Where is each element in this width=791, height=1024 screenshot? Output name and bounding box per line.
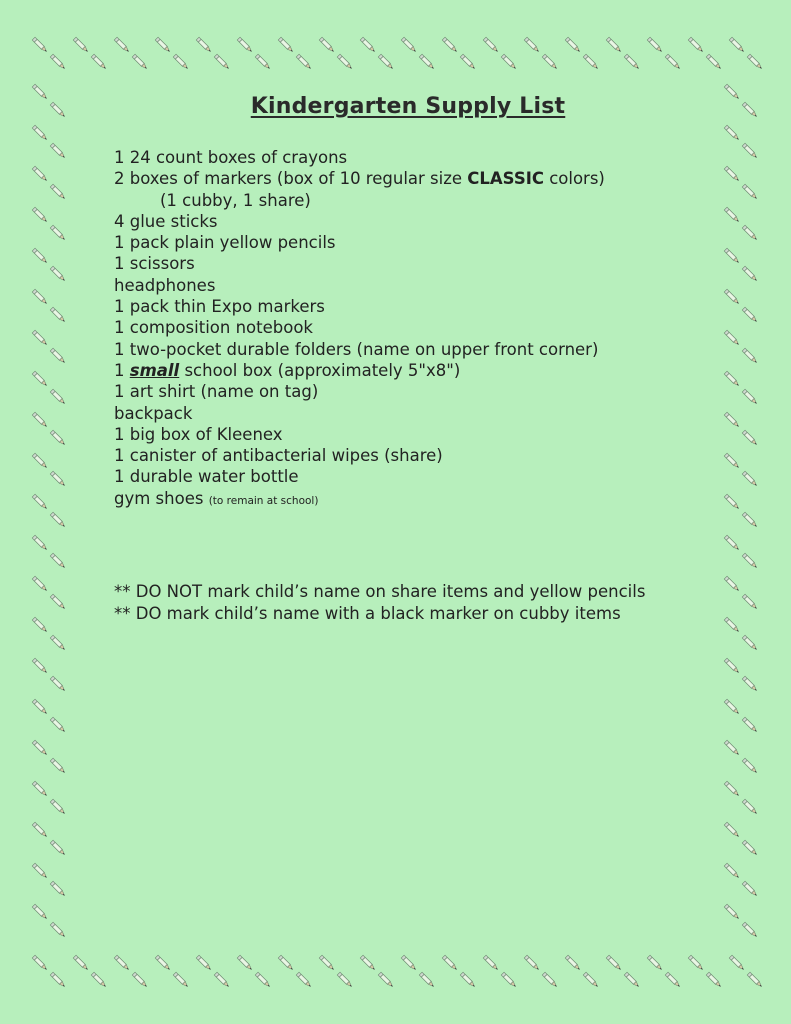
pencil-icon: [296, 972, 312, 988]
pencil-icon: [32, 955, 48, 971]
pencil-icon: [747, 54, 763, 70]
pencil-icon: [50, 881, 66, 897]
pencil-icon: [665, 54, 681, 70]
pencil-icon: [742, 594, 758, 610]
pencil-icon: [278, 955, 294, 971]
pencil-icon: [114, 37, 130, 53]
pencil-icon: [32, 535, 48, 551]
pencil-icon: [665, 972, 681, 988]
pencil-icon: [319, 955, 335, 971]
pencil-icon: [742, 348, 758, 364]
item-text: school box (approximately 5"x8"): [179, 360, 461, 380]
pencil-icon: [565, 955, 581, 971]
item-text: 1 pack plain yellow pencils: [114, 233, 336, 253]
pencil-icon: [401, 955, 417, 971]
pencil-icon: [50, 348, 66, 364]
pencil-icon: [724, 371, 740, 387]
pencil-icon: [50, 512, 66, 528]
pencil-icon: [724, 330, 740, 346]
pencil-icon: [742, 553, 758, 569]
pencil-icon: [50, 225, 66, 241]
pencil-icon: [32, 740, 48, 756]
pencil-icon: [688, 37, 704, 53]
pencil-icon: [724, 904, 740, 920]
pencil-icon: [132, 972, 148, 988]
pencil-icon: [32, 658, 48, 674]
pencil-icon: [50, 184, 66, 200]
page-title: Kindergarten Supply List: [250, 94, 566, 119]
pencil-icon: [32, 617, 48, 633]
item-text: 1 durable water bottle: [114, 467, 299, 487]
pencil-icon: [542, 54, 558, 70]
pencil-icon: [724, 453, 740, 469]
pencil-icon: [378, 54, 394, 70]
list-item: [114, 488, 605, 512]
item-text: headphones: [114, 275, 216, 295]
pencil-icon: [524, 955, 540, 971]
list-item: [114, 232, 605, 253]
item-text: 1 big box of Kleenex: [114, 424, 283, 444]
list-item: [114, 466, 605, 487]
pencil-icon: [565, 37, 581, 53]
pencil-icon: [706, 972, 722, 988]
pencil-icon: [32, 822, 48, 838]
pencil-icon: [724, 822, 740, 838]
item-text: 1 two-pocket durable folders (name on upper front corner): [114, 339, 599, 359]
pencil-icon: [706, 54, 722, 70]
pencil-icon: [724, 740, 740, 756]
pencil-icon: [742, 922, 758, 938]
item-text: 1 scissors: [114, 254, 195, 274]
pencil-icon: [419, 54, 435, 70]
list-item: [114, 381, 605, 402]
pencil-icon: [724, 207, 740, 223]
pencil-icon: [91, 972, 107, 988]
pencil-icon: [724, 289, 740, 305]
pencil-icon: [442, 955, 458, 971]
pencil-icon: [724, 412, 740, 428]
pencil-icon: [32, 330, 48, 346]
list-item: [114, 253, 605, 274]
pencil-icon: [32, 371, 48, 387]
pencil-icon: [742, 758, 758, 774]
pencil-icon: [114, 955, 130, 971]
pencil-icon: [32, 699, 48, 715]
pencil-icon: [50, 594, 66, 610]
pencil-icon: [724, 576, 740, 592]
pencil-icon: [729, 955, 745, 971]
item-small-note: (to remain at school): [208, 494, 319, 507]
pencil-icon: [73, 955, 89, 971]
pencil-icon: [624, 54, 640, 70]
pencil-icon: [724, 617, 740, 633]
pencil-icon: [483, 955, 499, 971]
list-item: [114, 211, 605, 232]
pencil-icon: [237, 955, 253, 971]
pencil-icon: [647, 37, 663, 53]
item-text: 1 24 count boxes of crayons: [114, 148, 348, 167]
pencil-icon: [50, 635, 66, 651]
list-item: [114, 360, 605, 381]
pencil-icon: [742, 717, 758, 733]
list-item: [114, 403, 605, 424]
pencil-icon: [50, 922, 66, 938]
pencil-icon: [742, 266, 758, 282]
pencil-icon: [583, 972, 599, 988]
pencil-icon: [50, 430, 66, 446]
list-item: [114, 424, 605, 445]
pencil-icon: [742, 471, 758, 487]
list-item: [114, 168, 605, 189]
list-item: [114, 445, 605, 466]
pencil-icon: [583, 54, 599, 70]
item-text: 2 boxes of markers (box of 10 regular size: [114, 169, 468, 189]
pencil-icon: [401, 37, 417, 53]
pencil-icon: [32, 781, 48, 797]
pencil-icon: [360, 955, 376, 971]
pencil-icon: [32, 166, 48, 182]
pencil-icon: [542, 972, 558, 988]
item-text: backpack: [114, 403, 193, 423]
pencil-icon: [337, 54, 353, 70]
pencil-icon: [337, 972, 353, 988]
pencil-icon: [747, 972, 763, 988]
pencil-icon: [442, 37, 458, 53]
pencil-icon: [724, 658, 740, 674]
pencil-icon: [460, 54, 476, 70]
pencil-icon: [50, 676, 66, 692]
pencil-icon: [73, 37, 89, 53]
list-item: [114, 275, 605, 296]
pencil-icon: [32, 904, 48, 920]
pencil-icon: [742, 840, 758, 856]
pencil-icon: [360, 37, 376, 53]
pencil-icon: [742, 635, 758, 651]
item-text: gym shoes: [114, 488, 204, 508]
item-text: colors): [543, 169, 605, 189]
pencil-icon: [32, 125, 48, 141]
pencil-icon: [32, 453, 48, 469]
note-line: ** DO NOT mark child’s name on share items and yellow pencils: [114, 582, 646, 601]
pencil-icon: [724, 248, 740, 264]
item-text: 1: [114, 360, 130, 380]
pencil-icon: [50, 471, 66, 487]
pencil-icon: [742, 307, 758, 323]
pencil-icon: [50, 266, 66, 282]
pencil-icon: [724, 494, 740, 510]
pencil-icon: [319, 37, 335, 53]
pencil-icon: [724, 535, 740, 551]
list-item: [114, 339, 605, 360]
pencil-icon: [32, 412, 48, 428]
pencil-icon: [742, 676, 758, 692]
pencil-icon: [419, 972, 435, 988]
pencil-icon: [460, 972, 476, 988]
pencil-icon: [742, 389, 758, 405]
item-text: 1 art shirt (name on tag): [114, 382, 319, 402]
list-item: [114, 147, 605, 168]
pencil-icon: [606, 955, 622, 971]
pencil-icon: [196, 955, 212, 971]
pencil-icon: [50, 972, 66, 988]
pencil-icon: [255, 54, 271, 70]
pencil-icon: [173, 54, 189, 70]
pencil-icon: [50, 799, 66, 815]
pencil-icon: [91, 54, 107, 70]
pencil-icon: [50, 389, 66, 405]
pencil-icon: [729, 37, 745, 53]
pencil-icon: [50, 553, 66, 569]
item-emphasis: small: [129, 360, 180, 380]
list-item-note: [114, 190, 605, 211]
pencil-icon: [742, 799, 758, 815]
pencil-icon: [742, 430, 758, 446]
pencil-icon: [132, 54, 148, 70]
pencil-icon: [624, 972, 640, 988]
pencil-icon: [214, 972, 230, 988]
supply-list: [114, 147, 605, 512]
pencil-icon: [724, 166, 740, 182]
pencil-icon: [724, 125, 740, 141]
pencil-icon: [742, 143, 758, 159]
pencil-icon: [278, 37, 294, 53]
note-line: ** DO mark child’s name with a black marker on cubby items: [114, 603, 621, 623]
pencil-icon: [724, 699, 740, 715]
pencil-icon: [50, 840, 66, 856]
list-item: [114, 317, 605, 338]
item-text: 4 glue sticks: [114, 211, 218, 231]
pencil-icon: [32, 576, 48, 592]
pencil-icon: [742, 184, 758, 200]
pencil-icon: [173, 972, 189, 988]
item-text: (1 cubby, 1 share): [160, 190, 311, 210]
pencil-icon: [688, 955, 704, 971]
item-text: 1 pack thin Expo markers: [114, 297, 325, 317]
pencil-icon: [501, 972, 517, 988]
pencil-icon: [50, 143, 66, 159]
pencil-icon: [255, 972, 271, 988]
pencil-icon: [32, 289, 48, 305]
pencil-icon: [32, 248, 48, 264]
pencil-icon: [50, 717, 66, 733]
item-emphasis: CLASSIC: [467, 169, 544, 189]
pencil-icon: [378, 972, 394, 988]
pencil-icon: [32, 207, 48, 223]
pencil-icon: [32, 37, 48, 53]
pencil-icon: [155, 37, 171, 53]
pencil-icon: [32, 863, 48, 879]
item-text: 1 canister of antibacterial wipes (share): [114, 446, 443, 466]
pencil-icon: [237, 37, 253, 53]
instruction-notes: [114, 581, 645, 624]
pencil-icon: [501, 54, 517, 70]
pencil-icon: [50, 307, 66, 323]
pencil-icon: [296, 54, 312, 70]
pencil-icon: [724, 863, 740, 879]
pencil-icon: [483, 37, 499, 53]
pencil-icon: [214, 54, 230, 70]
pencil-icon: [742, 881, 758, 897]
pencil-icon: [606, 37, 622, 53]
pencil-icon: [724, 781, 740, 797]
pencil-icon: [647, 955, 663, 971]
item-text: 1 composition notebook: [114, 318, 313, 338]
pencil-icon: [742, 225, 758, 241]
pencil-icon: [50, 54, 66, 70]
pencil-icon: [196, 37, 212, 53]
pencil-icon: [742, 512, 758, 528]
list-item: [114, 296, 605, 317]
pencil-icon: [155, 955, 171, 971]
pencil-icon: [524, 37, 540, 53]
pencil-icon: [50, 758, 66, 774]
pencil-icon: [32, 494, 48, 510]
